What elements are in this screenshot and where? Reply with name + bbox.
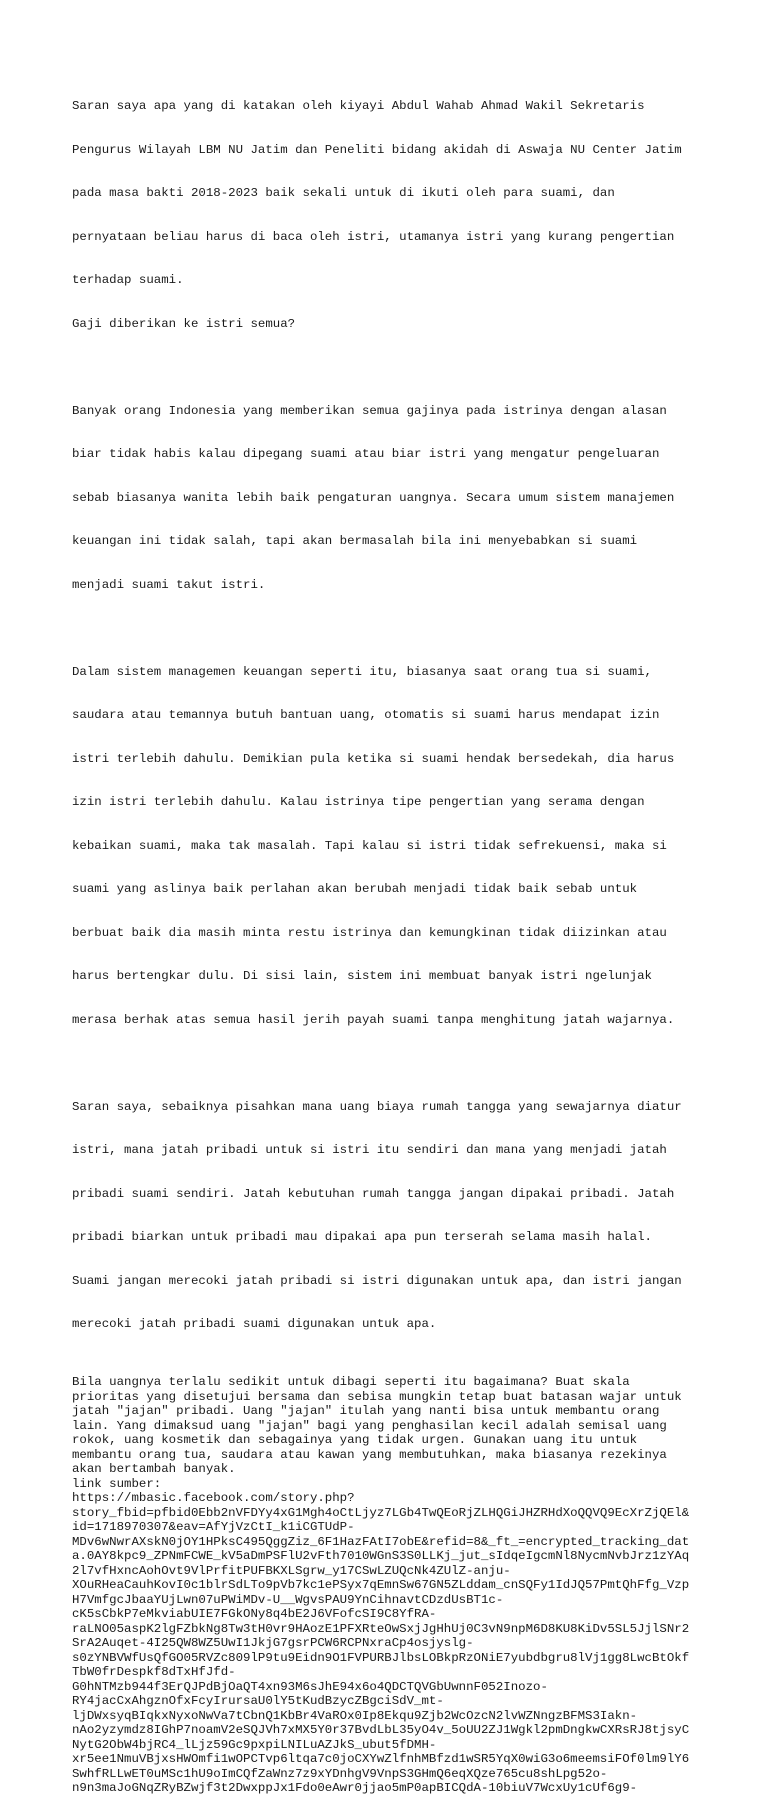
- text-line: prioritas yang disetujui bersama dan sebisa mungkin tetap buat batasan wajar untuk: [72, 1389, 682, 1404]
- text-line: kebaikan suami, maka tak masalah. Tapi kalau si istri tidak sefrekuensi, maka si: [72, 838, 667, 853]
- question-heading: Gaji diberikan ke istri semua?: [72, 316, 296, 331]
- text-line: rokok, uang kosmetik dan sebagainya yang tidak urgen. Gunakan uang itu untuk: [72, 1433, 638, 1447]
- source-url-line[interactable]: n9n3maJoGNqZRyBZwjf3t2DwxppJx1Fdo0eAwr0jjao5mP0apBICQdA-10biuV7WcxUy1cUf6g9-: [72, 1781, 638, 1795]
- text-line: Suami jangan merecoki jatah pribadi si istri digunakan untuk apa, dan istri jangan: [72, 1273, 682, 1288]
- text-line: istri terlebih dahulu. Demikian pula ketika si suami hendak bersedekah, dia harus: [72, 751, 675, 766]
- text-line: suami yang aslinya baik perlahan akan berubah menjadi tidak baik sebab untuk: [72, 882, 638, 896]
- source-url-line[interactable]: 2l7vfHxncAohOvt9VlPrfitPUFBKXLSgrw_y17CSwLZUQcNk4ZUlZ-anju-: [72, 1563, 511, 1578]
- text-line: pernyataan beliau harus di baca oleh istri, utamanya istri yang kurang pengertian: [72, 229, 675, 244]
- source-url-line[interactable]: id=1718970307&eav=AfYjVzCtI_k1iCGTUdP-: [72, 1520, 355, 1534]
- text-line: Saran saya apa yang di katakan oleh kiyayi Abdul Wahab Ahmad Wakil Sekretaris: [72, 99, 645, 113]
- source-url-line[interactable]: nAo2yzymdz8IGhP7noamV2eSQJVh7xMX5Y0r37BvdLbL35yO4v_5oUU2ZJ1Wgkl2pmDngkwCXRsRJ8tjsyC: [72, 1723, 690, 1737]
- text-line: pribadi biarkan untuk pribadi mau dipakai apa pun terserah selama masih halal.: [72, 1230, 652, 1244]
- source-url-line[interactable]: xr5ee1NmuVBjxsHWOmfi1wOPCTvp6ltqa7c0joCXYwZlfnhMBfzd1wSR5YqX0wiG3o6meemsiFOf0lm9lY6: [72, 1752, 690, 1766]
- source-url-line[interactable]: G0hNTMzb944f3ErQJPdBjOaQT4xn93M6sJhE94x6o4QDCTQVGbUwnnF052Inozo-: [72, 1679, 548, 1694]
- paragraph-sistem: [72, 636, 708, 1057]
- source-url-line[interactable]: TbW0frDespkf8dTxHfJfd-: [72, 1665, 236, 1679]
- source-url-line[interactable]: a.0AY8kpc9_ZPNmFCWE_kV5aDmPSFlU2vFth7010WGnS3S0LLKj_jut_sIdqeIgcmNl8NycmNvbJrz1zYAq: [72, 1549, 690, 1563]
- source-url-line[interactable]: cK5sCbkP7eMkviabUIE7FGkONy8q4bE2J6VFofcSI9C8YfRA-: [72, 1607, 437, 1621]
- text-line: istri, mana jatah pribadi untuk si istri itu sendiri dan mana yang menjadi jatah: [72, 1143, 667, 1157]
- document-page: [72, 70, 708, 1796]
- text-line: berbuat baik dia masih minta restu istrinya dan kemungkinan tidak diizinkan atau: [72, 925, 667, 940]
- paragraph-saran: [72, 1071, 708, 1361]
- text-line: Pengurus Wilayah LBM NU Jatim dan Peneliti bidang akidah di Aswaja NU Center Jatim: [72, 142, 682, 157]
- text-line: biar tidak habis kalau dipegang suami atau biar istri yang mengatur pengeluaran: [72, 447, 660, 461]
- text-line: pribadi suami sendiri. Jatah kebutuhan rumah tangga jangan dipakai pribadi. Jatah: [72, 1186, 675, 1201]
- source-url-line[interactable]: raLNO05aspK2lgFZbkNg8Tw3tH0vr9HAozE1PFXRteOwSxjJgHhUj0C3vN9npM6D8KU8KiDv5SL5JjlSNr2: [72, 1621, 690, 1636]
- source-url-line[interactable]: NytG2ObW4bjRC4_lLjz59Gc9pxpiLNILuAZJkS_ubut5fDMH-: [72, 1737, 437, 1752]
- source-url-line[interactable]: https://mbasic.facebook.com/story.php?: [72, 1491, 355, 1505]
- text-line: izin istri terlebih dahulu. Kalau istrinya tipe pengertian yang serama dengan: [72, 795, 645, 809]
- text-line: akan bertambah banyak.: [72, 1462, 236, 1476]
- text-line: Banyak orang Indonesia yang memberikan semua gajinya pada istrinya dengan alasan: [72, 403, 667, 418]
- link-label: link sumber:: [72, 1476, 162, 1491]
- text-line: Saran saya, sebaiknya pisahkan mana uang biaya rumah tangga yang sewajarnya diatur: [72, 1099, 682, 1114]
- source-url-line[interactable]: H7VmfgcJbaaYUjLwn07uPWiMDv-U__WgvsPAU9YnCihnavtCDzdUsBT1c-: [72, 1592, 504, 1607]
- text-line: jatah "jajan" pribadi. Uang "jajan" itulah yang nanti bisa untuk membantu orang: [72, 1404, 660, 1418]
- text-line: Dalam sistem managemen keuangan seperti itu, biasanya saat orang tua si suami,: [72, 664, 652, 679]
- source-url-line[interactable]: MDv6wNwrAXskN0jOY1HPksC495QggZiz_6F1HazFAtI7obE&refid=8&_ft_=encrypted_tracking_dat: [72, 1534, 690, 1549]
- source-url-line[interactable]: RY4jacCxAhgznOfxFcyIrursaU0lY5tKudBzycZBgciSdV_mt-: [72, 1694, 444, 1708]
- paragraph-skala: [72, 1375, 708, 1796]
- source-url-line[interactable]: ljDWxsyqBIqkxNyxoNwVa7tCbnQ1KbBr4VaROx0Ip8Ekqu9Zjb2WcOzcN2lvWZNngzBFMS3Iakn-: [72, 1708, 638, 1723]
- text-line: pada masa bakti 2018-2023 baik sekali untuk di ikuti oleh para suami, dan: [72, 186, 615, 200]
- text-line: menjadi suami takut istri.: [72, 577, 266, 592]
- source-url-line[interactable]: s0zYNBVWfUsQfGO05RVZc809lP9tu9Eidn9O1FVPURBJlbsLOBkpRzONiE7yubdbgru8lVj1gg8LwcBtOkf: [72, 1650, 690, 1665]
- text-line: merasa berhak atas semua hasil jerih payah suami tanpa menghitung jatah wajarnya.: [72, 1012, 675, 1027]
- paragraph-gaji: [72, 375, 708, 622]
- text-line: lain. Yang dimaksud uang "jajan" bagi yang penghasilan kecil adalah semisal uang: [72, 1418, 667, 1433]
- text-line: terhadap suami.: [72, 273, 184, 287]
- source-url-line[interactable]: XOuRHeaCauhKovI0c1blrSdLTo9pVb7kc1ePSyx7qEmnSw67GN5ZLddam_cnSQFy1IdJQ57PmtQhFfg_Vzp: [72, 1578, 690, 1592]
- source-url-line[interactable]: SwhfRLLwET0uMSc1hU9oImCQfZaWnz7z9xYDnhgV9VnpS3GHmQ6eqXQze765cu8shLpg52o-: [72, 1766, 608, 1781]
- text-line: Bila uangnya terlalu sedikit untuk dibagi seperti itu bagaimana? Buat skala: [72, 1375, 630, 1389]
- source-url-line[interactable]: story_fbid=pfbid0Ebb2nVFDYy4xG1Mgh4oCtLjyz7LGb4TwQEoRjZLHQGiJHZRHdXoQQVQ9EcXrZjQEl&: [72, 1505, 690, 1520]
- text-line: keuangan ini tidak salah, tapi akan bermasalah bila ini menyebabkan si suami: [72, 534, 638, 548]
- text-line: saudara atau temannya butuh bantuan uang, otomatis si suami harus mendapat izin: [72, 708, 660, 722]
- text-line: merecoki jatah pribadi suami digunakan untuk apa.: [72, 1317, 437, 1331]
- source-url-line[interactable]: SrA2Auqet-4I25QW8WZ5UwI1JkjG7gsrPCW6RCPNxraCp4osjyslg-: [72, 1636, 474, 1650]
- text-line: sebab biasanya wanita lebih baik pengaturan uangnya. Secara umum sistem manajemen: [72, 490, 675, 505]
- paragraph-intro: [72, 70, 708, 360]
- text-line: membantu orang tua, saudara atau kawan yang membutuhkan, maka biasanya rezekinya: [72, 1447, 667, 1462]
- text-line: harus bertengkar dulu. Di sisi lain, sistem ini membuat banyak istri ngelunjak: [72, 969, 652, 983]
